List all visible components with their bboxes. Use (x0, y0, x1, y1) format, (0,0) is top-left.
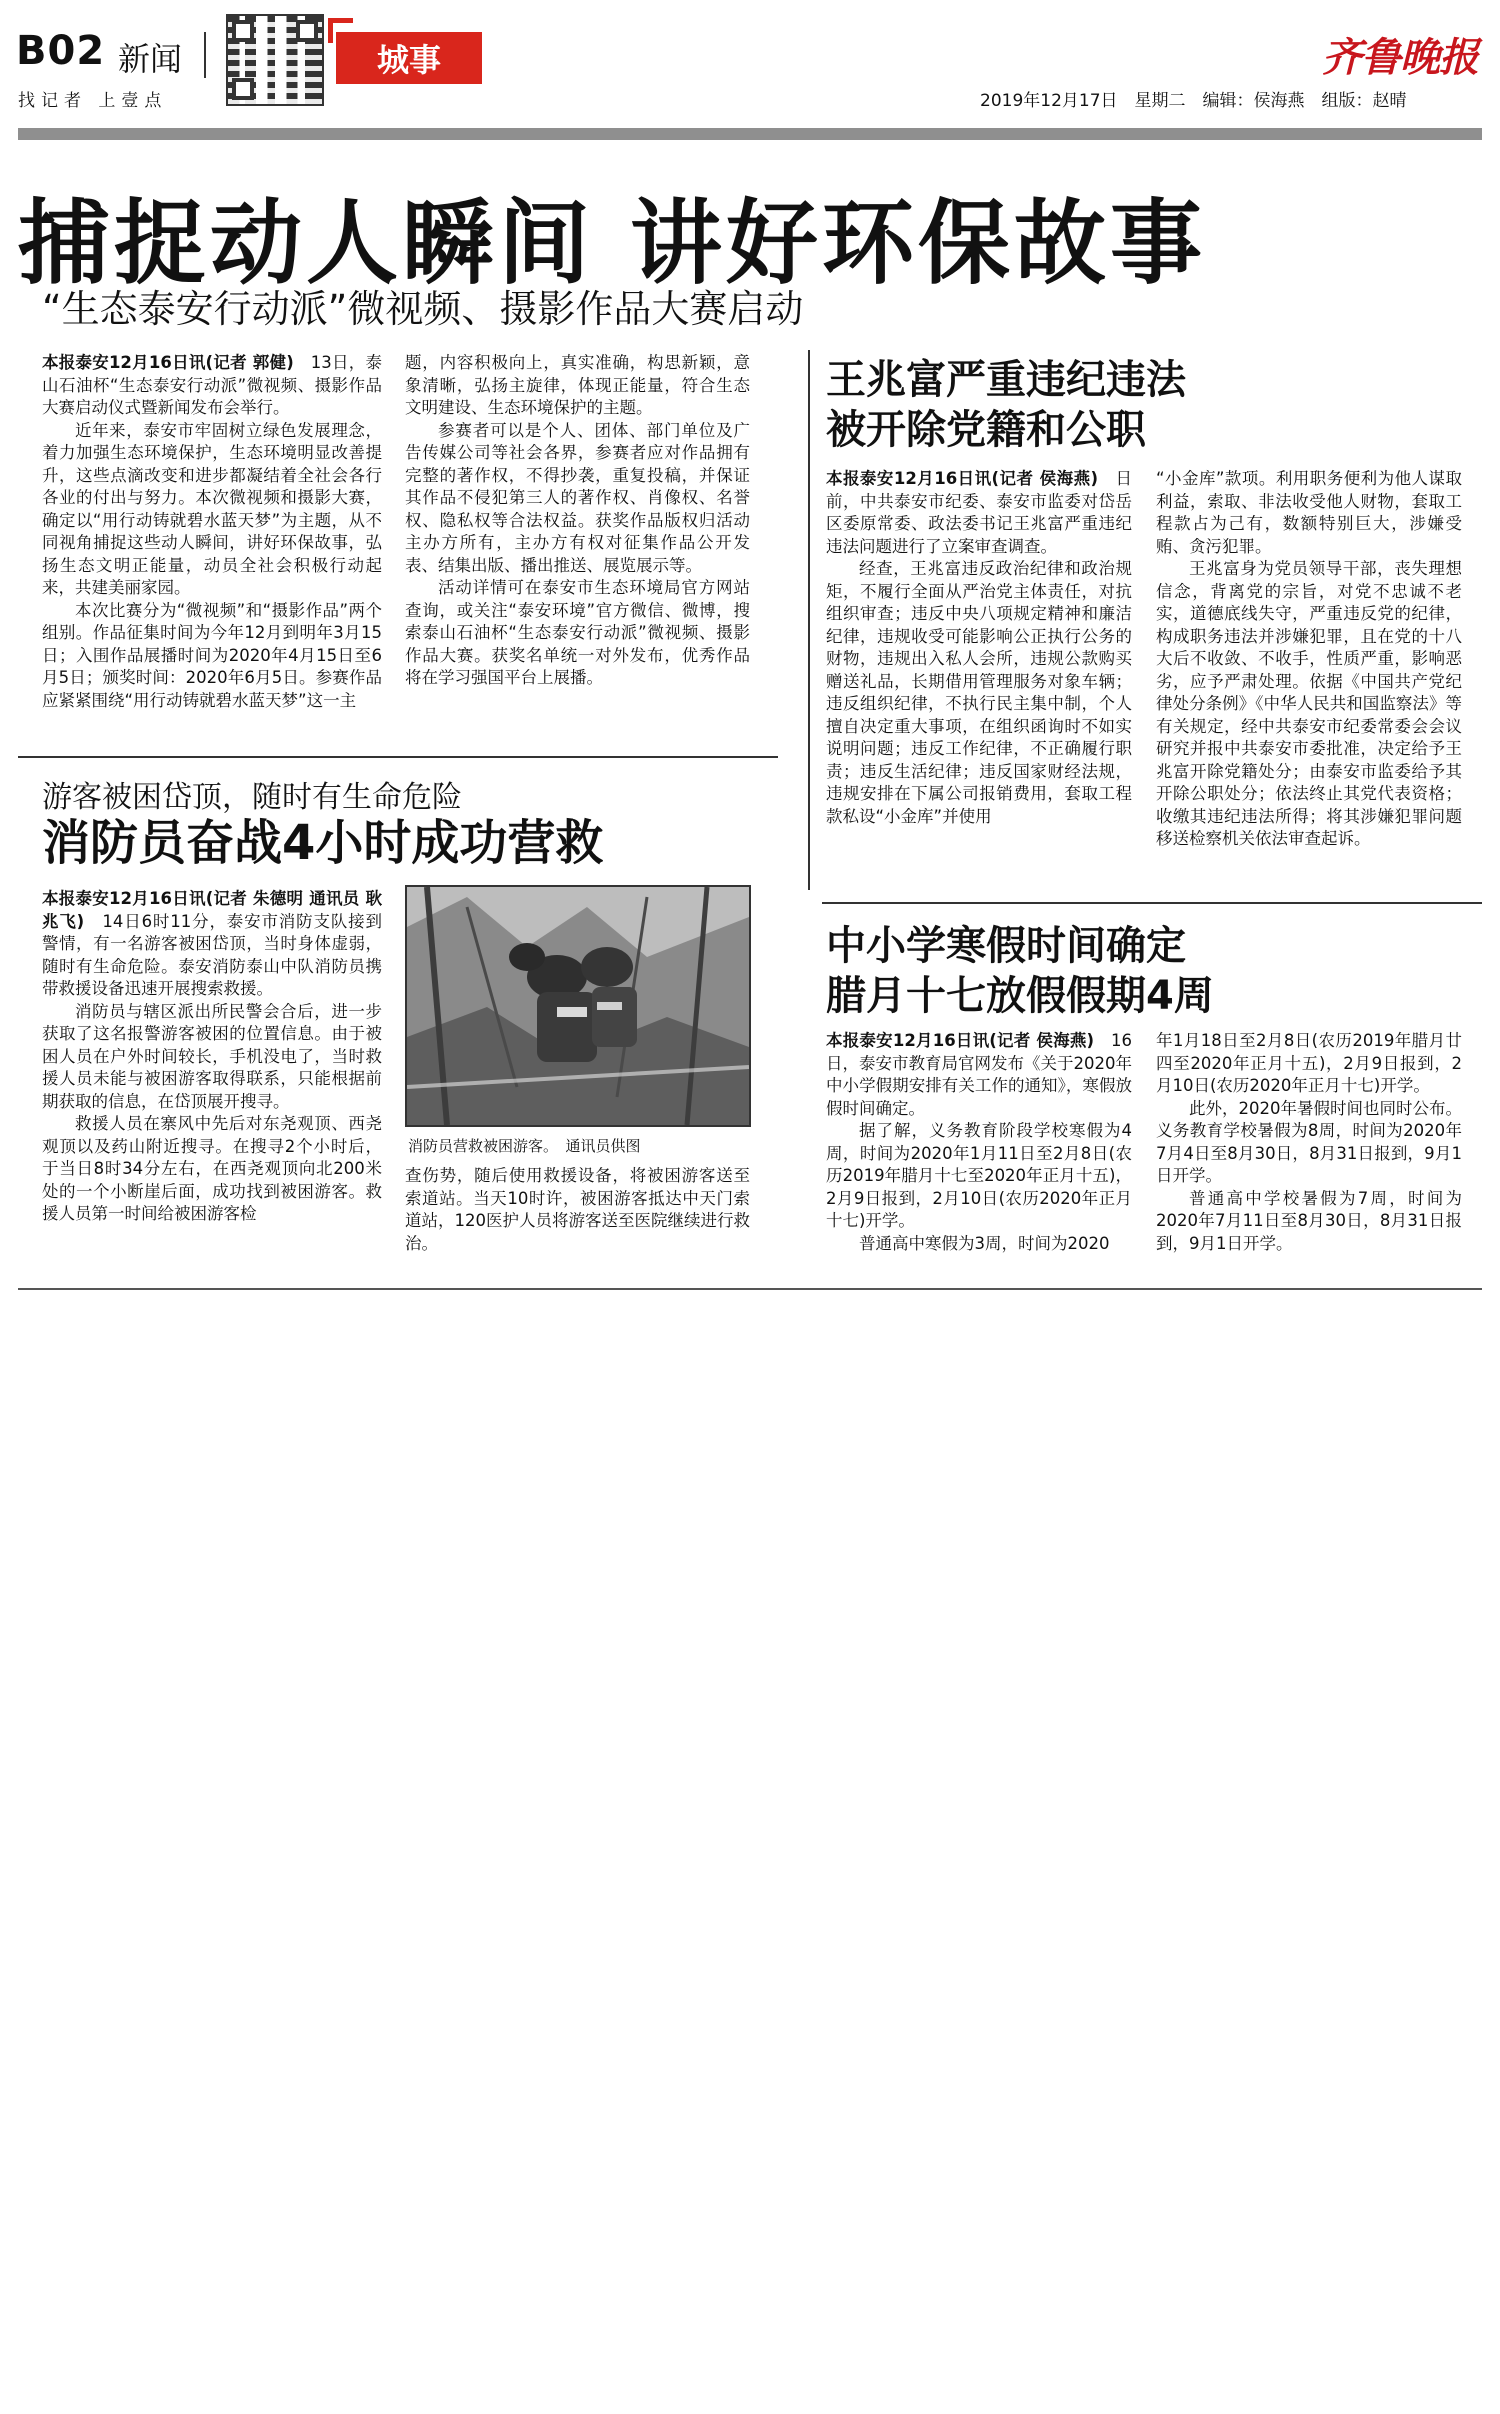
column-divider (808, 350, 810, 890)
fire-paragraph: 消防员与辖区派出所民警会合后，进一步获取了这名报警游客被困的位置信息。由于被困人员在户外时间较长，手机没电了，当时救援人员未能与被困游客取得联系，只能根据前期获取的信息，在岱顶展开搜寻。 (42, 1001, 382, 1111)
holiday-paragraph: 据了解，义务教育阶段学校寒假为4周，时间为2020年1月11日至2月8日(农历2019年腊月十七至2020年正月十五)，2月9日报到，2月10日(农历2020年正月十七)开学。 (826, 1121, 1132, 1230)
lead-paragraph: 本次比赛分为“微视频”和“摄影作品”两个组别。作品征集时间为今年12月到明年3月15日；入围作品展播时间为2020年4月15日至6月5日；颁奖时间：2020年6月5日。参赛作品应紧紧围绕“用行动铸就碧水蓝天梦”这一主 (42, 600, 382, 710)
lead-paragraph: 13日，泰山石油杯“生态泰安行动派”微视频、摄影作品大赛启动仪式暨新闻发布会举行。 (42, 353, 383, 417)
page-number: B02 (16, 28, 106, 74)
holiday-paragraph: 16日，泰安市教育局官网发布《关于2020年中小学假期安排有关工作的通知》，寒假放假时间确定。 (826, 1031, 1133, 1118)
section-divider (18, 756, 778, 758)
fire-paragraph: 查伤势，随后使用救援设备，将被困游客送至索道站。当天10时许，被困游客抵达中天门索道站，120医护人员将游客送至医院继续进行救治。 (405, 1166, 750, 1253)
newspaper-logo: 齐鲁晚报 (1322, 34, 1478, 81)
discipline-paragraph: 日前，中共泰安市纪委、泰安市监委对岱岳区委原常委、政法委书记王兆富严重违纪违法问题进行了立案审查调查。 (826, 469, 1133, 556)
header-divider (204, 32, 206, 78)
bottom-rule (18, 1288, 1482, 1290)
qr-code-icon[interactable] (226, 14, 324, 106)
discipline-headline-1: 王兆富严重违纪违法 (826, 357, 1186, 403)
holiday-byline: 本报泰安12月16日讯(记者 侯海燕) (826, 1031, 1095, 1050)
holiday-paragraph: 普通高中学校暑假为7周，时间为2020年7月11日至8月30日，8月31日报到，9月1日开学。 (1156, 1188, 1462, 1253)
section-tag: 城事 (336, 32, 482, 84)
lead-paragraph: 题，内容积极向上，真实准确，构思新颖，意象清晰，弘扬主旋律，体现正能量，符合生态文明建设、生态环境保护的主题。 (405, 353, 750, 417)
holiday-column-1 (826, 1030, 1132, 1255)
fire-column-2 (405, 1165, 750, 1255)
rescue-photo-image (407, 887, 749, 1125)
discipline-column-2 (1156, 468, 1462, 851)
holiday-paragraph: 普通高中寒假为3周，时间为2020 (859, 1233, 1110, 1253)
top-rule (18, 128, 1482, 140)
header-slogan: 找记者 上壹点 (18, 91, 168, 111)
fire-byline: 本报泰安12月16日讯(记者 朱德明 通讯员 耿兆飞) (42, 889, 382, 931)
date-editor-line: 2019年12月17日 星期二 编辑：侯海燕 组版：赵晴 (980, 91, 1407, 111)
lead-paragraph: 活动详情可在泰安市生态环境局官方网站查询，或关注“泰安环境”官方微信、微博，搜索泰山石油杯“生态泰安行动派”微视频、摄影作品大赛。获奖名单统一对外发布，优秀作品将在学习强国平台上展播。 (405, 578, 750, 687)
photo-caption: 消防员营救被困游客。 通讯员供图 (408, 1137, 641, 1155)
discipline-column-1 (826, 468, 1132, 828)
holiday-column-2 (1156, 1030, 1462, 1255)
section-name: 新闻 (118, 40, 183, 78)
discipline-byline: 本报泰安12月16日讯(记者 侯海燕) (826, 469, 1099, 488)
lead-headline: 捕捉动人瞬间 讲好环保故事 (18, 190, 1207, 297)
lead-paragraph: 近年来，泰安市牢固树立绿色发展理念，着力加强生态环境保护，生态环境明显改善提升，这些点滴改变和进步都凝结着全社会各行各业的付出与努力。本次微视频和摄影大赛，确定以“用行动铸就碧水蓝天梦”为主题，从不同视角捕捉这些动人瞬间，讲好环保故事，弘扬生态文明正能量，动员全社会积极行动起来，共建美丽家园。 (42, 420, 382, 597)
discipline-paragraph: 王兆富身为党员领导干部，丧失理想信念，背离党的宗旨，对党不忠诚不老实，道德底线失守，严重违反党的纪律，构成职务违法并涉嫌犯罪，且在党的十八大后不收敛、不收手，性质严重，影响恶劣，应予严肃处理。依据《中国共产党纪律处分条例》《中华人民共和国监察法》等有关规定，经中共泰安市纪委常委会会议研究并报中共泰安市委批准，决定给予王兆富开除党籍处分；由泰安市监委给予其开除公职处分；依法终止其党代表资格；收缴其违纪违法所得；将其涉嫌犯罪问题移送检察机关依法审查起诉。 (1156, 559, 1462, 848)
discipline-paragraph: 经查，王兆富违反政治纪律和政治规矩，不履行全面从严治党主体责任，对抗组织审查；违反中央八项规定精神和廉洁纪律，违规收受可能影响公正执行公务的财物，违规出入私人会所，违规公款购买赠送礼品，长期借用管理服务对象车辆；违反组织纪律，不执行民主集中制，个人擅自决定重大事项，在组织函询时不如实说明问题；违反工作纪律，不正确履行职责；违反生活纪律；违反国家财经法规，违规安排在下属公司报销费用，套取工程款私设“小金库”并使用 (826, 559, 1132, 826)
lead-column-1 (42, 352, 382, 712)
rescue-photo (405, 885, 751, 1127)
lead-column-2 (405, 352, 750, 690)
discipline-headline-2: 被开除党籍和公职 (826, 407, 1146, 453)
lead-byline: 本报泰安12月16日讯(记者 郭健) (42, 353, 294, 372)
fire-headline: 消防员奋战4小时成功营救 (42, 815, 604, 871)
discipline-paragraph: “小金库”款项。利用职务便利为他人谋取利益，索取、非法收受他人财物，套取工程款占为己有，数额特别巨大，涉嫌受贿、贪污犯罪。 (1156, 469, 1462, 556)
holiday-paragraph: 此外，2020年暑假时间也同时公布。义务教育学校暑假为8周，时间为2020年7月4日至8月30日，8月31日报到，9月1日开学。 (1156, 1098, 1462, 1185)
fire-paragraph: 救援人员在寨风中先后对东尧观顶、西尧观顶以及药山附近搜寻。在搜寻2个小时后，于当日8时34分左右，在西尧观顶向北200米处的一个小断崖后面，成功找到被困游客。救援人员第一时间给被困游客检 (42, 1114, 382, 1223)
holiday-headline-1: 中小学寒假时间确定 (826, 923, 1186, 969)
section-divider (822, 902, 1482, 904)
fire-kicker: 游客被困岱顶，随时有生命危险 (42, 780, 462, 815)
fire-paragraph: 14日6时11分，泰安市消防支队接到警情，有一名游客被困岱顶，当时身体虚弱，随时有生命危险。泰安消防泰山中队消防员携带救援设备迅速开展搜索救援。 (42, 911, 383, 998)
holiday-headline-2: 腊月十七放假假期4周 (826, 973, 1214, 1019)
fire-column-1 (42, 888, 382, 1226)
lead-paragraph: 参赛者可以是个人、团体、部门单位及广告传媒公司等社会各界，参赛者应对作品拥有完整的著作权，不得抄袭，重复投稿，并保证其作品不侵犯第三人的著作权、肖像权、名誉权、隐私权等合法权益。获奖作品版权归活动主办方所有，主办方有权对征集作品公开发表、结集出版、播出推送、展览展示等。 (405, 420, 750, 575)
lead-subhead: “生态泰安行动派”微视频、摄影作品大赛启动 (42, 287, 804, 331)
holiday-paragraph: 年1月18日至2月8日(农历2019年腊月廿四至2020年正月十五)，2月9日报到，2月10日(农历2020年正月十七)开学。 (1156, 1031, 1462, 1095)
